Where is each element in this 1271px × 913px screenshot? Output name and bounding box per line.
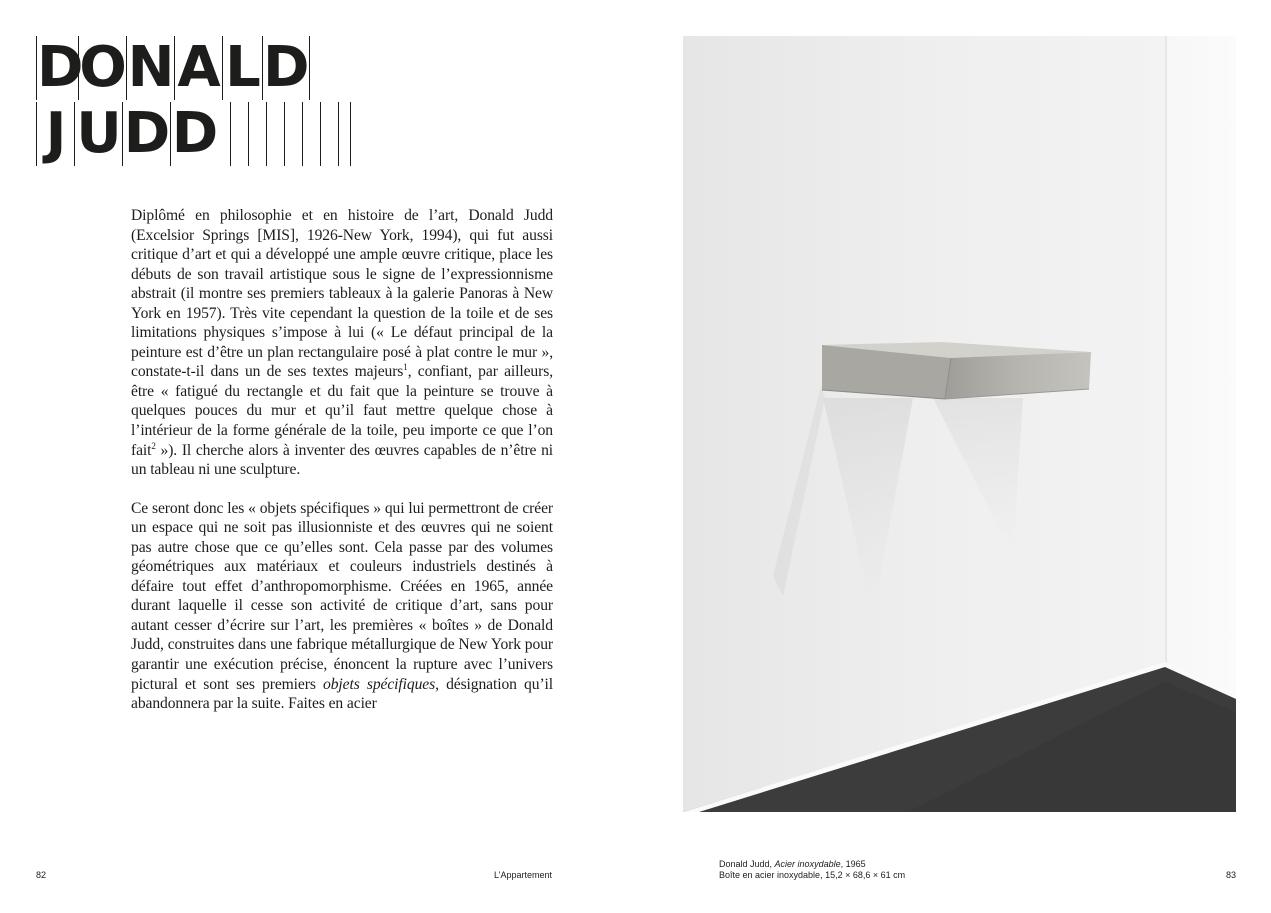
title-divider-bar [338,102,339,166]
title-letter: D [37,35,84,100]
title-divider-bar [284,102,285,166]
italic-term: objets spécifiques [323,675,436,693]
title-divider-bar [266,102,267,166]
title-letter: J [36,102,75,166]
caption-work-title: Acier inoxydable [774,859,841,869]
artist-title [36,36,356,168]
title-letter: A [174,36,223,100]
essay-text [131,206,553,733]
title-letter: D [123,101,171,166]
title-divider-bar [230,102,231,166]
artwork-illustration [683,36,1236,812]
caption-year: , 1965 [840,859,866,869]
caption-artist: Donald Judd, [719,859,775,869]
title-letter: D [171,101,219,166]
paragraph-text: , désignation qu’il abandonnera par la suite. Faites en acier [131,675,554,713]
title-letter: L [222,36,263,100]
title-divider-bar [350,102,351,166]
caption-title-line [719,859,1039,870]
title-divider-bar [248,102,249,166]
footnote-ref[interactable]: 1 [403,362,408,373]
paragraph-text: Diplômé en philosophie et en histoire de l’art, Donald Judd (Excelsior Springs [MIS], 1926-New York, 1994), qui fut aussi critique d’art et qui a développé une ample œuvre critique, place les débuts de son travail artistique sous le signe de l’expressionnisme abstrait (il montre ses premiers tableaux à la galerie Panoras à New York en 1957). Très vite cependant la question de la toile et de ses limitations physiques s’impose à lui (« Le défaut principal de la peinture est d’être un plan rectangulaire posé à plat contre le mur », constate-t-il dans un de ses textes majeurs [131,207,553,381]
title-letter: D [263,35,310,100]
paragraph [131,206,553,480]
title-letter: N [127,35,175,100]
paragraph [131,499,553,714]
paragraph-text: Ce seront donc les « objets spécifiques » qui lui permettront de créer un espace qui ne soit pas illusionniste et des œuvres qui ne soient pas autre chose que ce qu’elles sont. Cela passe par des volumes géométriques aux matériaux et couleurs industriels destinés à défaire tout effet d’anthropomorphisme. Créées en 1965, année durant laquelle il cesse son activité de critique d’art, sans pour autant cesser d’écrire sur l’art, les premières « boîtes » de Donald Judd, construites dans une fabrique métallurgique de New York pour garantir une exécution précise, énoncent la rupture avec l’univers pictural et sont ses premiers [131,499,553,693]
title-letter: O [79,35,127,100]
photo-caption [719,859,1039,881]
footnote-ref[interactable]: 2 [151,440,156,451]
paragraph-text: »). Il cherche alors à inventer des œuvres capables de n’être ni un tableau ni une sculpture. [131,441,553,479]
title-divider-bar [302,102,303,166]
running-head: L’Appartement [493,870,552,880]
caption-details: Boîte en acier inoxydable, 15,2 × 68,6 × 61 cm [719,870,906,880]
title-letter: U [74,102,123,166]
title-divider-bar [320,102,321,166]
artwork-photo [683,36,1236,812]
page-number-left: 82 [36,870,47,880]
page-number-right: 83 [1225,870,1236,880]
paragraph-text: , confiant, par ailleurs, être « fatigué du rectangle et du fait que la peinture se trouve à quelques pouces du mur et qu’il faut mettre quelque chose à l’intérieur de la forme générale de la toile, peu importe ce que l’on fait [131,363,553,459]
